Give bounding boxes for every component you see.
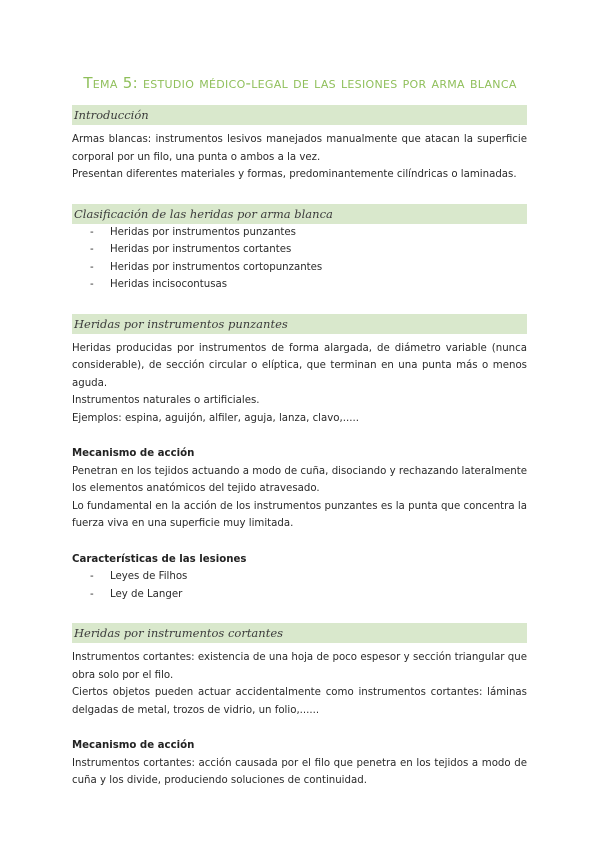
section-heading-cortantes: Heridas por instrumentos cortantes	[72, 623, 527, 643]
list-item: - Heridas por instrumentos punzantes	[72, 224, 527, 242]
paragraph: Instrumentos cortantes: existencia de una hoja de poco espesor y sección triangular que obra solo por el filo.	[72, 652, 527, 681]
paragraph: Penetran en los tejidos actuando a modo de cuña, disociando y rechazando lateralmente los elementos anatómicos del tejido atravesado.	[72, 465, 527, 494]
list-item: - Heridas por instrumentos cortopunzantes	[72, 259, 527, 277]
paragraph: Heridas producidas por instrumentos de forma alargada, de diámetro variable (nunca considerable), de sección circular o elíptica, que terminan en una punta más o menos aguda.	[72, 342, 527, 389]
subheading-caracteristicas: Características de las lesiones	[72, 553, 247, 565]
classification-list	[72, 224, 527, 294]
document-body	[72, 105, 527, 790]
paragraph: Ejemplos: espina, aguijón, alfiler, aguja, lanza, clavo,.....	[72, 412, 359, 424]
paragraph: Instrumentos naturales o artificiales.	[72, 395, 260, 406]
list-item: - Heridas incisocontusas	[72, 276, 527, 294]
section-heading-punzantes: Heridas por instrumentos punzantes	[72, 314, 527, 334]
section-heading-introduccion: Introducción	[72, 105, 527, 125]
paragraph: Instrumentos cortantes: acción causada por el filo que penetra en los tejidos a modo de cuña y los divide, produciendo soluciones de continuidad.	[72, 757, 527, 786]
paragraph: Ciertos objetos pueden actuar accidentalmente como instrumentos cortantes: láminas delgadas de metal, trozos de vidrio, un folio,......	[72, 687, 527, 716]
subheading-mecanismo: Mecanismo de acción	[72, 448, 195, 459]
characteristics-list	[72, 568, 527, 603]
list-marker: -	[90, 261, 94, 273]
list-marker: -	[90, 279, 94, 290]
paragraph: Lo fundamental en la acción de los instrumentos punzantes es la punta que concentra la fuerza viva en una superficie muy limitada.	[72, 500, 527, 529]
subheading-mecanismo: Mecanismo de acción	[72, 740, 195, 751]
paragraph: Armas blancas: instrumentos lesivos manejados manualmente que atacan la superficie corporal por un filo, una punta o ambos a la vez.	[72, 134, 527, 163]
list-marker: -	[90, 226, 94, 238]
list-marker: -	[90, 244, 94, 255]
list-marker: -	[90, 588, 94, 600]
list-marker: -	[90, 571, 94, 582]
section-heading-clasificacion: Clasificación de las heridas por arma blanca	[72, 204, 527, 224]
list-item: - Heridas por instrumentos cortantes	[72, 241, 527, 259]
list-item: - Ley de Langer	[72, 586, 527, 604]
page-title: Tema 5: estudio médico-legal de las lesiones por arma blanca	[83, 74, 517, 92]
paragraph: Presentan diferentes materiales y formas, predominantemente cilíndricas o laminadas.	[72, 169, 517, 180]
list-item: - Leyes de Filhos	[72, 568, 527, 586]
